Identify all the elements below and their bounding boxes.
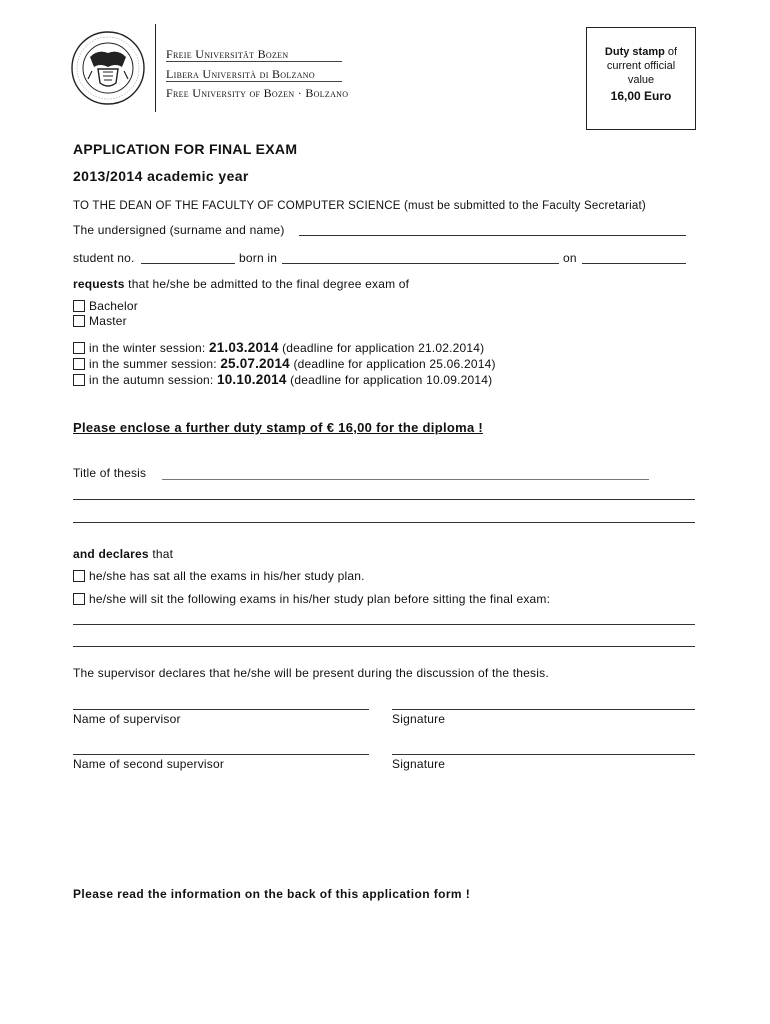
declaration-all-exams[interactable]: he/she has sat all the exams in his/her study plan. bbox=[73, 569, 365, 583]
header-divider bbox=[155, 24, 156, 112]
student-no-field[interactable] bbox=[141, 263, 235, 264]
undersigned-field[interactable] bbox=[299, 235, 686, 236]
university-name-en: Free University of Bozen · Bolzano bbox=[166, 86, 349, 100]
degree-bachelor[interactable] bbox=[73, 299, 138, 313]
stamp-label: Duty stamp of bbox=[604, 46, 678, 58]
student-no-label: student no. bbox=[73, 251, 135, 265]
supervisor-declares-text: The supervisor declares that he/she will be present during the discussion of the thesis. bbox=[73, 666, 549, 680]
header-rule-1 bbox=[166, 61, 342, 62]
thesis-title-field[interactable] bbox=[162, 479, 649, 480]
requests-text: requests that he/she be admitted to the final degree exam of bbox=[73, 277, 410, 291]
exams-line-1[interactable] bbox=[73, 624, 695, 625]
checkbox-autumn[interactable] bbox=[73, 374, 85, 386]
supervisor-signature-label: Signature bbox=[392, 712, 446, 726]
checkbox-summer[interactable] bbox=[73, 358, 85, 370]
declares-text: and declares that bbox=[73, 547, 174, 561]
supervisor-name-label: Name of supervisor bbox=[73, 712, 181, 726]
supervisor-name-field[interactable] bbox=[73, 709, 369, 710]
checkbox-bachelor[interactable] bbox=[73, 300, 85, 312]
university-seal bbox=[70, 27, 146, 109]
declaration-remaining-exams[interactable]: he/she will sit the following exams in his/her study plan before sitting the final exam: bbox=[73, 592, 550, 606]
seal-icon bbox=[70, 27, 146, 109]
undersigned-label: The undersigned (surname and name) bbox=[73, 223, 285, 237]
born-in-field[interactable] bbox=[282, 263, 559, 264]
stamp-amount: 16,00 Euro bbox=[610, 89, 672, 103]
born-in-label: born in bbox=[239, 251, 278, 265]
checkbox-remaining-exams[interactable] bbox=[73, 593, 85, 605]
second-supervisor-name-field[interactable] bbox=[73, 754, 369, 755]
stamp-line-3: value bbox=[627, 74, 655, 86]
degree-master-label: Master bbox=[89, 314, 127, 328]
academic-year: 2013/2014 academic year bbox=[73, 168, 249, 184]
thesis-title-line-2[interactable] bbox=[73, 499, 695, 500]
university-name-de: Freie Universität Bozen bbox=[166, 47, 289, 61]
back-note: Please read the information on the back of this application form ! bbox=[73, 887, 471, 901]
session-autumn[interactable]: in the autumn session: 10.10.2014 (deadline for application 10.09.2014) bbox=[73, 372, 492, 387]
second-supervisor-name-label: Name of second supervisor bbox=[73, 757, 225, 771]
session-summer[interactable]: in the summer session: 25.07.2014 (deadline for application 25.06.2014) bbox=[73, 356, 496, 371]
to-dean-text: TO THE DEAN OF THE FACULTY OF COMPUTER SCIENCE (must be submitted to the Faculty Secretariat) bbox=[73, 200, 646, 212]
header-rule-2 bbox=[166, 81, 342, 82]
degree-bachelor-label: Bachelor bbox=[89, 299, 138, 313]
on-label: on bbox=[563, 251, 577, 265]
duty-stamp-box bbox=[586, 27, 696, 130]
form-title: APPLICATION FOR FINAL EXAM bbox=[73, 141, 298, 157]
stamp-line-2: current official bbox=[606, 60, 676, 72]
thesis-title-label: Title of thesis bbox=[73, 466, 147, 480]
degree-master[interactable] bbox=[73, 314, 127, 328]
exams-line-2[interactable] bbox=[73, 646, 695, 647]
session-winter[interactable]: in the winter session: 21.03.2014 (deadline for application 21.02.2014) bbox=[73, 340, 484, 355]
second-supervisor-signature-field[interactable] bbox=[392, 754, 695, 755]
second-supervisor-signature-label: Signature bbox=[392, 757, 446, 771]
checkbox-winter[interactable] bbox=[73, 342, 85, 354]
thesis-title-line-3[interactable] bbox=[73, 522, 695, 523]
university-name-it: Libera Università di Bolzano bbox=[166, 67, 315, 81]
supervisor-signature-field[interactable] bbox=[392, 709, 695, 710]
checkbox-master[interactable] bbox=[73, 315, 85, 327]
enclose-note: Please enclose a further duty stamp of € 16,00 for the diploma ! bbox=[73, 420, 484, 435]
checkbox-all-exams[interactable] bbox=[73, 570, 85, 582]
birth-date-field[interactable] bbox=[582, 263, 686, 264]
